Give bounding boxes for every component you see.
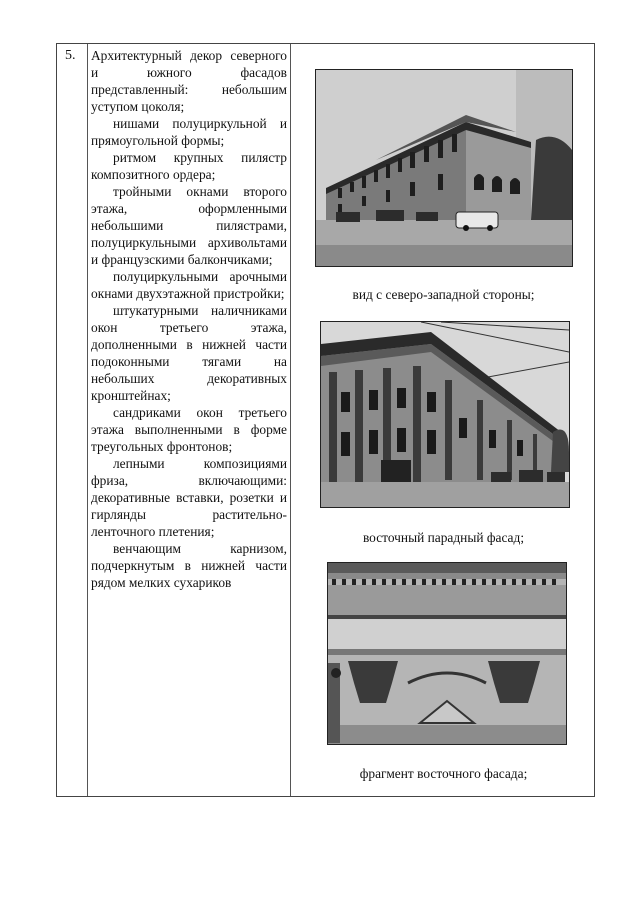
description-paragraph: венчающим карнизом, подчеркнутым в нижней части рядом мелких сухариков: [91, 541, 287, 590]
photo-caption: вид с северо-западной стороны;: [352, 287, 535, 302]
column-divider: [87, 44, 88, 796]
description-paragraph: сандриками окон третьего этажа выполненными в форме треугольных фронтонов;: [91, 405, 287, 454]
photo-facade-fragment: [327, 562, 567, 745]
photo-northwest-view: [315, 69, 573, 267]
row-number: 5.: [65, 48, 76, 63]
description-paragraph: штукатурными наличниками окон третьего этажа, дополненными в нижней части подоконными тягами на небольших декоративных кронштейнах;: [91, 303, 287, 403]
description-paragraph: полуциркульными арочными окнами двухэтажной пристройки;: [91, 269, 287, 301]
photo-cell: [291, 44, 596, 796]
description-paragraph: ритмом крупных пилястр композитного ордера;: [91, 150, 287, 182]
photo-east-facade: [320, 321, 570, 508]
description-cell: [91, 47, 287, 591]
monument-table: [56, 43, 595, 797]
description-paragraph: тройными окнами второго этажа, оформленными небольшими пилястрами, полуциркульными архивольтами и французскими балкончиками;: [91, 184, 287, 267]
description-paragraph: лепными композициями фриза, включающими: декоративные вставки, розетки и гирлянды растительно-ленточного плетения;: [91, 456, 287, 539]
photo-caption: фрагмент восточного фасада;: [359, 766, 528, 781]
description-paragraph: нишами полуциркульной и прямоугольной формы;: [91, 116, 287, 148]
photo-caption: восточный парадный фасад;: [362, 530, 525, 545]
description-paragraph: Архитектурный декор северного и южного фасадов представленный: небольшим уступом цоколя;: [91, 48, 287, 114]
